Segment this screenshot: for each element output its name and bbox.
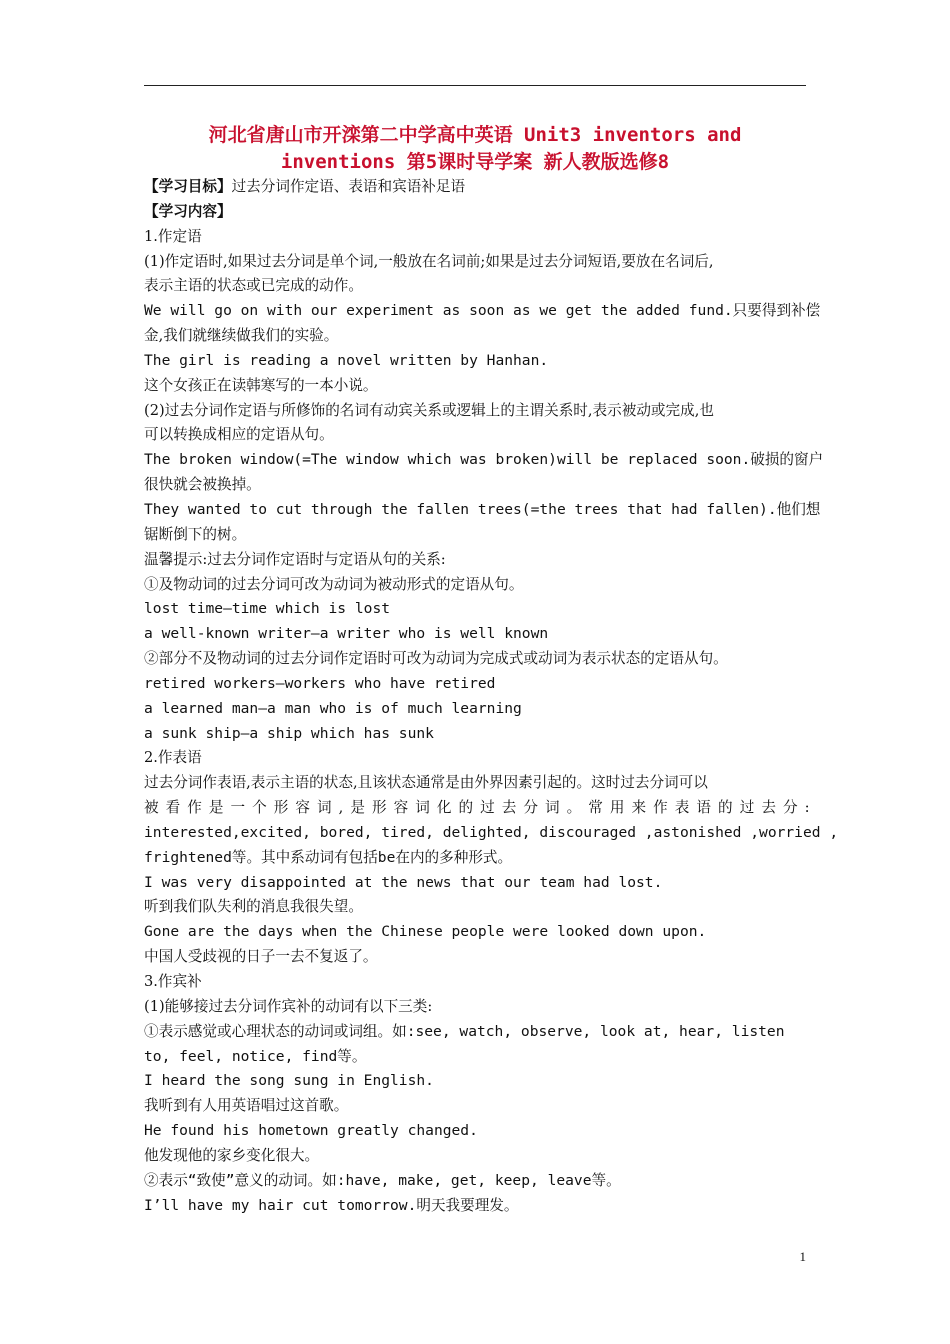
body-line: 听到我们队失利的消息我很失望。 bbox=[144, 898, 363, 916]
title-line-1: 河北省唐山市开滦第二中学高中英语 Unit3 inventors and bbox=[208, 124, 742, 146]
body-line: 金,我们就继续做我们的实验。 bbox=[144, 327, 339, 345]
body-line: 我听到有人用英语唱过这首歌。 bbox=[144, 1097, 349, 1115]
body-line: ①及物动词的过去分词可改为动词为被动形式的定语从句。 bbox=[144, 575, 524, 593]
body-line: a sunk ship—a ship which has sunk bbox=[144, 724, 434, 742]
body-line: retired workers—workers who have retired bbox=[144, 674, 496, 692]
body-line: ①表示感觉或心理状态的动词或词组。如:see, watch, observe, look at, hear, listen bbox=[144, 1022, 785, 1040]
objective-label: 【学习目标】 bbox=[144, 178, 232, 195]
title-line-2: inventions 第5课时导学案 新人教版选修8 bbox=[280, 151, 670, 173]
body-line: 2.作表语 bbox=[144, 749, 202, 767]
body-line: 中国人受歧视的日子一去不复返了。 bbox=[144, 948, 378, 966]
body-line: 这个女孩正在读韩寒写的一本小说。 bbox=[144, 376, 378, 394]
content-label: 【学习内容】 bbox=[144, 202, 232, 220]
body-line: Gone are the days when the Chinese people were looked down upon. bbox=[144, 923, 707, 941]
body-line: ②部分不及物动词的过去分词作定语时可改为动词为完成式或动词为表示状态的定语从句。 bbox=[144, 650, 728, 668]
body-line: 表示主语的状态或已完成的动作。 bbox=[144, 277, 363, 295]
document-title bbox=[144, 122, 806, 176]
body-line: frightened等。其中系动词有包括be在内的多种形式。 bbox=[144, 848, 513, 866]
header-rule bbox=[144, 85, 806, 86]
body-line: (2)过去分词作定语与所修饰的名词有动宾关系或逻辑上的主谓关系时,表示被动或完成,也 bbox=[144, 401, 714, 419]
body-line: to, feel, notice, find等。 bbox=[144, 1047, 367, 1065]
body-line: I’ll have my hair cut tomorrow.明天我要理发。 bbox=[144, 1196, 519, 1214]
document-body bbox=[144, 175, 839, 1218]
body-line: 可以转换成相应的定语从句。 bbox=[144, 426, 334, 444]
body-line: 3.作宾补 bbox=[144, 973, 202, 990]
body-line: I was very disappointed at the news that our team had lost. bbox=[144, 873, 663, 891]
body-line: 温馨提示:过去分词作定语时与定语从句的关系: bbox=[144, 550, 446, 568]
body-line: 被看作是一个形容词,是形容词化的过去分词。常用来作表语的过去分: bbox=[144, 799, 810, 817]
body-line: 锯断倒下的树。 bbox=[144, 525, 247, 543]
body-line: (1)作定语时,如果过去分词是单个词,一般放在名词前;如果是过去分词短语,要放在名词后, bbox=[144, 252, 714, 270]
learning-objective bbox=[144, 175, 810, 200]
body-line: (1)能够接过去分词作宾补的动词有以下三类: bbox=[144, 997, 433, 1015]
body-line: 他发现他的家乡变化很大。 bbox=[144, 1146, 320, 1164]
body-line: interested,excited, bored, tired, delighted, discouraged ,astonished ,worried , bbox=[144, 823, 839, 841]
page-number: 1 bbox=[799, 1249, 806, 1264]
body-line: 1.作定语 bbox=[144, 227, 202, 245]
body-line: The broken window(=The window which was broken)will be replaced soon.破损的窗户 bbox=[144, 451, 824, 469]
body-line: ②表示“致使”意义的动词。如:have, make, get, keep, leave等。 bbox=[144, 1171, 621, 1189]
body-line: We will go on with our experiment as soon as we get the added fund.只要得到补偿 bbox=[144, 302, 821, 320]
body-line: I heard the song sung in English. bbox=[144, 1072, 434, 1090]
body-line: a well-known writer—a writer who is well known bbox=[144, 625, 549, 643]
body-line: 过去分词作表语,表示主语的状态,且该状态通常是由外界因素引起的。这时过去分词可以 bbox=[144, 774, 708, 792]
body-line: They wanted to cut through the fallen trees(=the trees that had fallen).他们想 bbox=[144, 500, 821, 518]
body-line: lost time—time which is lost bbox=[144, 600, 391, 618]
objective-text: 过去分词作定语、表语和宾语补足语 bbox=[231, 178, 466, 195]
body-line: The girl is reading a novel written by Hanhan. bbox=[144, 351, 549, 369]
body-line: 很快就会被换掉。 bbox=[144, 476, 261, 494]
body-line: a learned man—a man who is of much learning bbox=[144, 699, 522, 717]
body-line: He found his hometown greatly changed. bbox=[144, 1122, 478, 1140]
